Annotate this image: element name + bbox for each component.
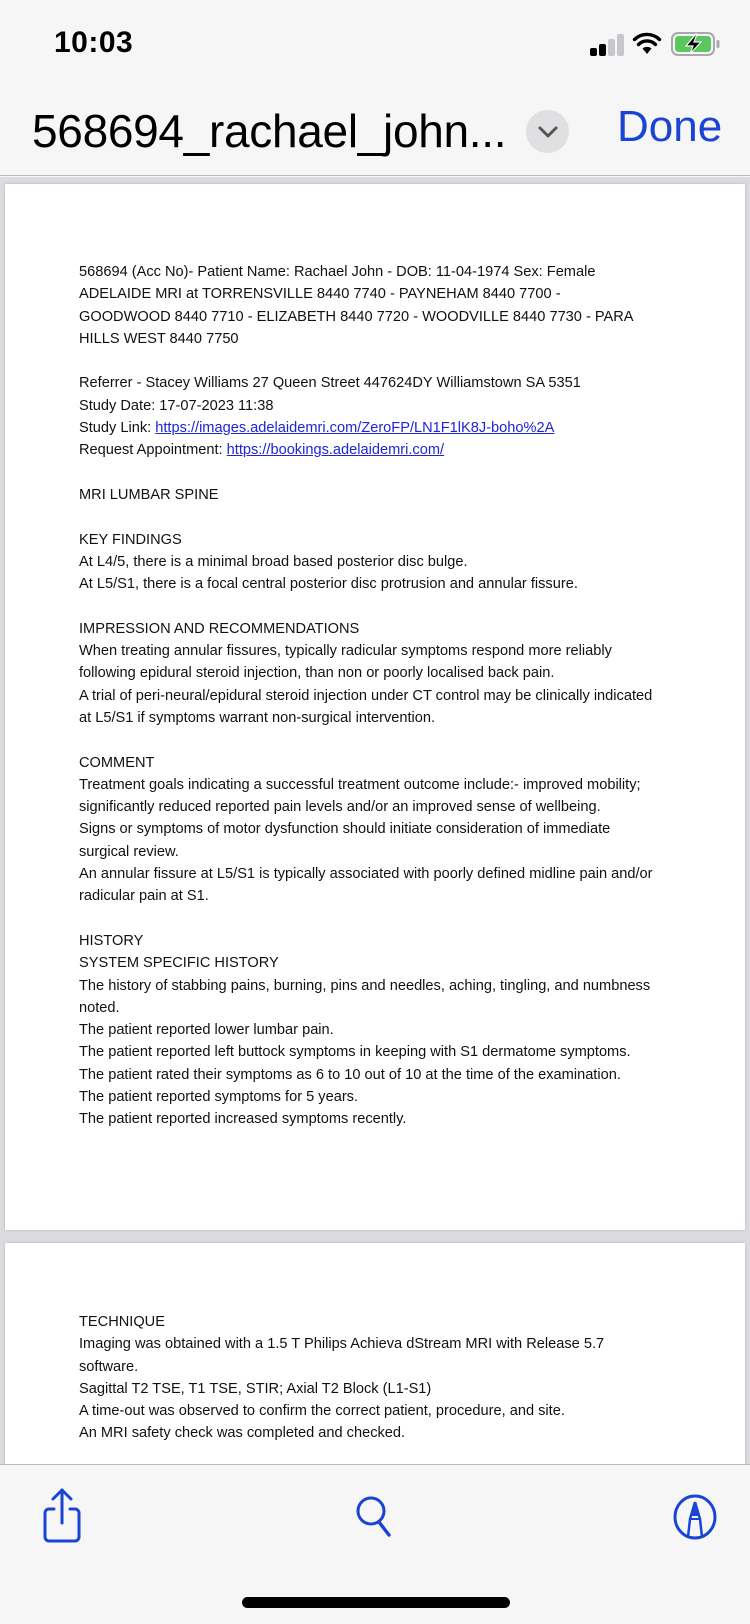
comment-line: surgical review. bbox=[79, 843, 179, 860]
document-title[interactable]: 568694_rachael_john... bbox=[32, 105, 507, 157]
study-link-label: Study Link: bbox=[79, 420, 156, 437]
header-line: HILLS WEST 8440 7750 bbox=[79, 330, 239, 347]
comment-section bbox=[79, 752, 705, 908]
markup-button[interactable] bbox=[665, 1485, 725, 1545]
document-page-2 bbox=[5, 1243, 745, 1464]
report-header bbox=[79, 261, 705, 350]
report-content bbox=[79, 261, 705, 1131]
search-button[interactable] bbox=[345, 1485, 405, 1545]
technique-line: An MRI safety check was completed and checked. bbox=[79, 1425, 406, 1442]
section-heading: IMPRESSION AND RECOMMENDATIONS bbox=[79, 620, 360, 637]
history-line: The history of stabbing pains, burning, pins and needles, aching, tingling, and numbness bbox=[79, 977, 651, 994]
navigation-bar bbox=[0, 90, 750, 176]
finding-line: At L4/5, there is a minimal broad based posterior disc bulge. bbox=[79, 553, 468, 570]
referrer: Referrer - Stacey Williams 27 Queen Street 447624DY Williamstown SA 5351 bbox=[79, 375, 581, 392]
impression-line: When treating annular fissures, typically radicular symptoms respond more reliably bbox=[79, 643, 612, 660]
history-line: The patient rated their symptoms as 6 to 10 out of 10 at the time of the examination. bbox=[79, 1066, 621, 1083]
technique-line: Imaging was obtained with a 1.5 T Philips Achieva dStream MRI with Release 5.7 bbox=[79, 1336, 605, 1353]
header-line: ADELAIDE MRI at TORRENSVILLE 8440 7740 - PAYNEHAM 8440 7700 - bbox=[79, 286, 561, 303]
section-heading: KEY FINDINGS bbox=[79, 531, 182, 548]
history-line: The patient reported increased symptoms recently. bbox=[79, 1111, 407, 1128]
impression-line: following epidural steroid injection, than non or poorly localised back pain. bbox=[79, 665, 555, 682]
study-link[interactable]: https://images.adelaidemri.com/ZeroFP/LN1F1lK8J-boho%2A bbox=[155, 420, 555, 437]
history-line: The patient reported symptoms for 5 years. bbox=[79, 1088, 359, 1105]
finding-line: At L5/S1, there is a focal central posterior disc protrusion and annular fissure. bbox=[79, 576, 578, 593]
key-findings-section bbox=[79, 529, 705, 596]
search-icon bbox=[345, 1485, 405, 1545]
document-viewport[interactable] bbox=[0, 177, 750, 1464]
markup-pen-icon bbox=[665, 1485, 725, 1545]
history-section bbox=[79, 930, 705, 1131]
history-line: The patient reported lower lumbar pain. bbox=[79, 1022, 334, 1039]
comment-line: Treatment goals indicating a successful treatment outcome include:- improved mobility; bbox=[79, 776, 641, 793]
impression-line: A trial of peri-neural/epidural steroid injection under CT control may be clinically indicated bbox=[79, 687, 653, 704]
appointment-label: Request Appointment: bbox=[79, 442, 227, 459]
study-link-row bbox=[79, 417, 705, 439]
section-heading: HISTORY bbox=[79, 932, 144, 949]
comment-line: Signs or symptoms of motor dysfunction should initiate consideration of immediate bbox=[79, 821, 611, 838]
report-content-page-2 bbox=[79, 1311, 705, 1445]
technique-line: A time-out was observed to confirm the correct patient, procedure, and site. bbox=[79, 1403, 565, 1420]
comment-line: significantly reduced reported pain levels and/or an improved sense of wellbeing. bbox=[79, 799, 601, 816]
wifi-icon bbox=[632, 32, 662, 56]
study-date: Study Date: 17-07-2023 11:38 bbox=[79, 397, 274, 414]
technique-section bbox=[79, 1311, 705, 1445]
section-heading: TECHNIQUE bbox=[79, 1314, 165, 1330]
comment-line: radicular pain at S1. bbox=[79, 888, 209, 905]
history-line: The patient reported left buttock symptoms in keeping with S1 dermatome symptoms. bbox=[79, 1044, 631, 1061]
impression-line: at L5/S1 if symptoms warrant non-surgical intervention. bbox=[79, 709, 436, 726]
title-menu-button[interactable] bbox=[526, 110, 569, 153]
impression-section bbox=[79, 618, 705, 729]
technique-line: software. bbox=[79, 1358, 139, 1375]
battery-charging-icon bbox=[671, 32, 721, 56]
chevron-down-icon bbox=[537, 125, 559, 139]
comment-line: An annular fissure at L5/S1 is typically associated with poorly defined midline pain and/or bbox=[79, 866, 653, 883]
history-line: noted. bbox=[79, 999, 120, 1016]
section-subheading: SYSTEM SPECIFIC HISTORY bbox=[79, 955, 279, 972]
appointment-row bbox=[79, 439, 705, 461]
section-heading: COMMENT bbox=[79, 754, 155, 771]
document-page-1 bbox=[5, 184, 745, 1230]
header-line: 568694 (Acc No)- Patient Name: Rachael John - DOB: 11-04-1974 Sex: Female bbox=[79, 264, 596, 280]
header-line: GOODWOOD 8440 7710 - ELIZABETH 8440 7720 - WOODVILLE 8440 7730 - PARA bbox=[79, 308, 634, 325]
share-icon bbox=[32, 1485, 92, 1545]
home-indicator[interactable] bbox=[242, 1597, 510, 1608]
status-time: 10:03 bbox=[54, 26, 134, 59]
status-bar bbox=[0, 0, 750, 90]
appointment-link[interactable]: https://bookings.adelaidemri.com/ bbox=[226, 442, 445, 459]
done-button[interactable]: Done bbox=[617, 102, 723, 151]
share-button[interactable] bbox=[32, 1485, 92, 1545]
cellular-signal-icon bbox=[590, 34, 624, 56]
exam-title: MRI LUMBAR SPINE bbox=[79, 486, 219, 503]
technique-line: Sagittal T2 TSE, T1 TSE, STIR; Axial T2 Block (L1-S1) bbox=[79, 1380, 432, 1397]
